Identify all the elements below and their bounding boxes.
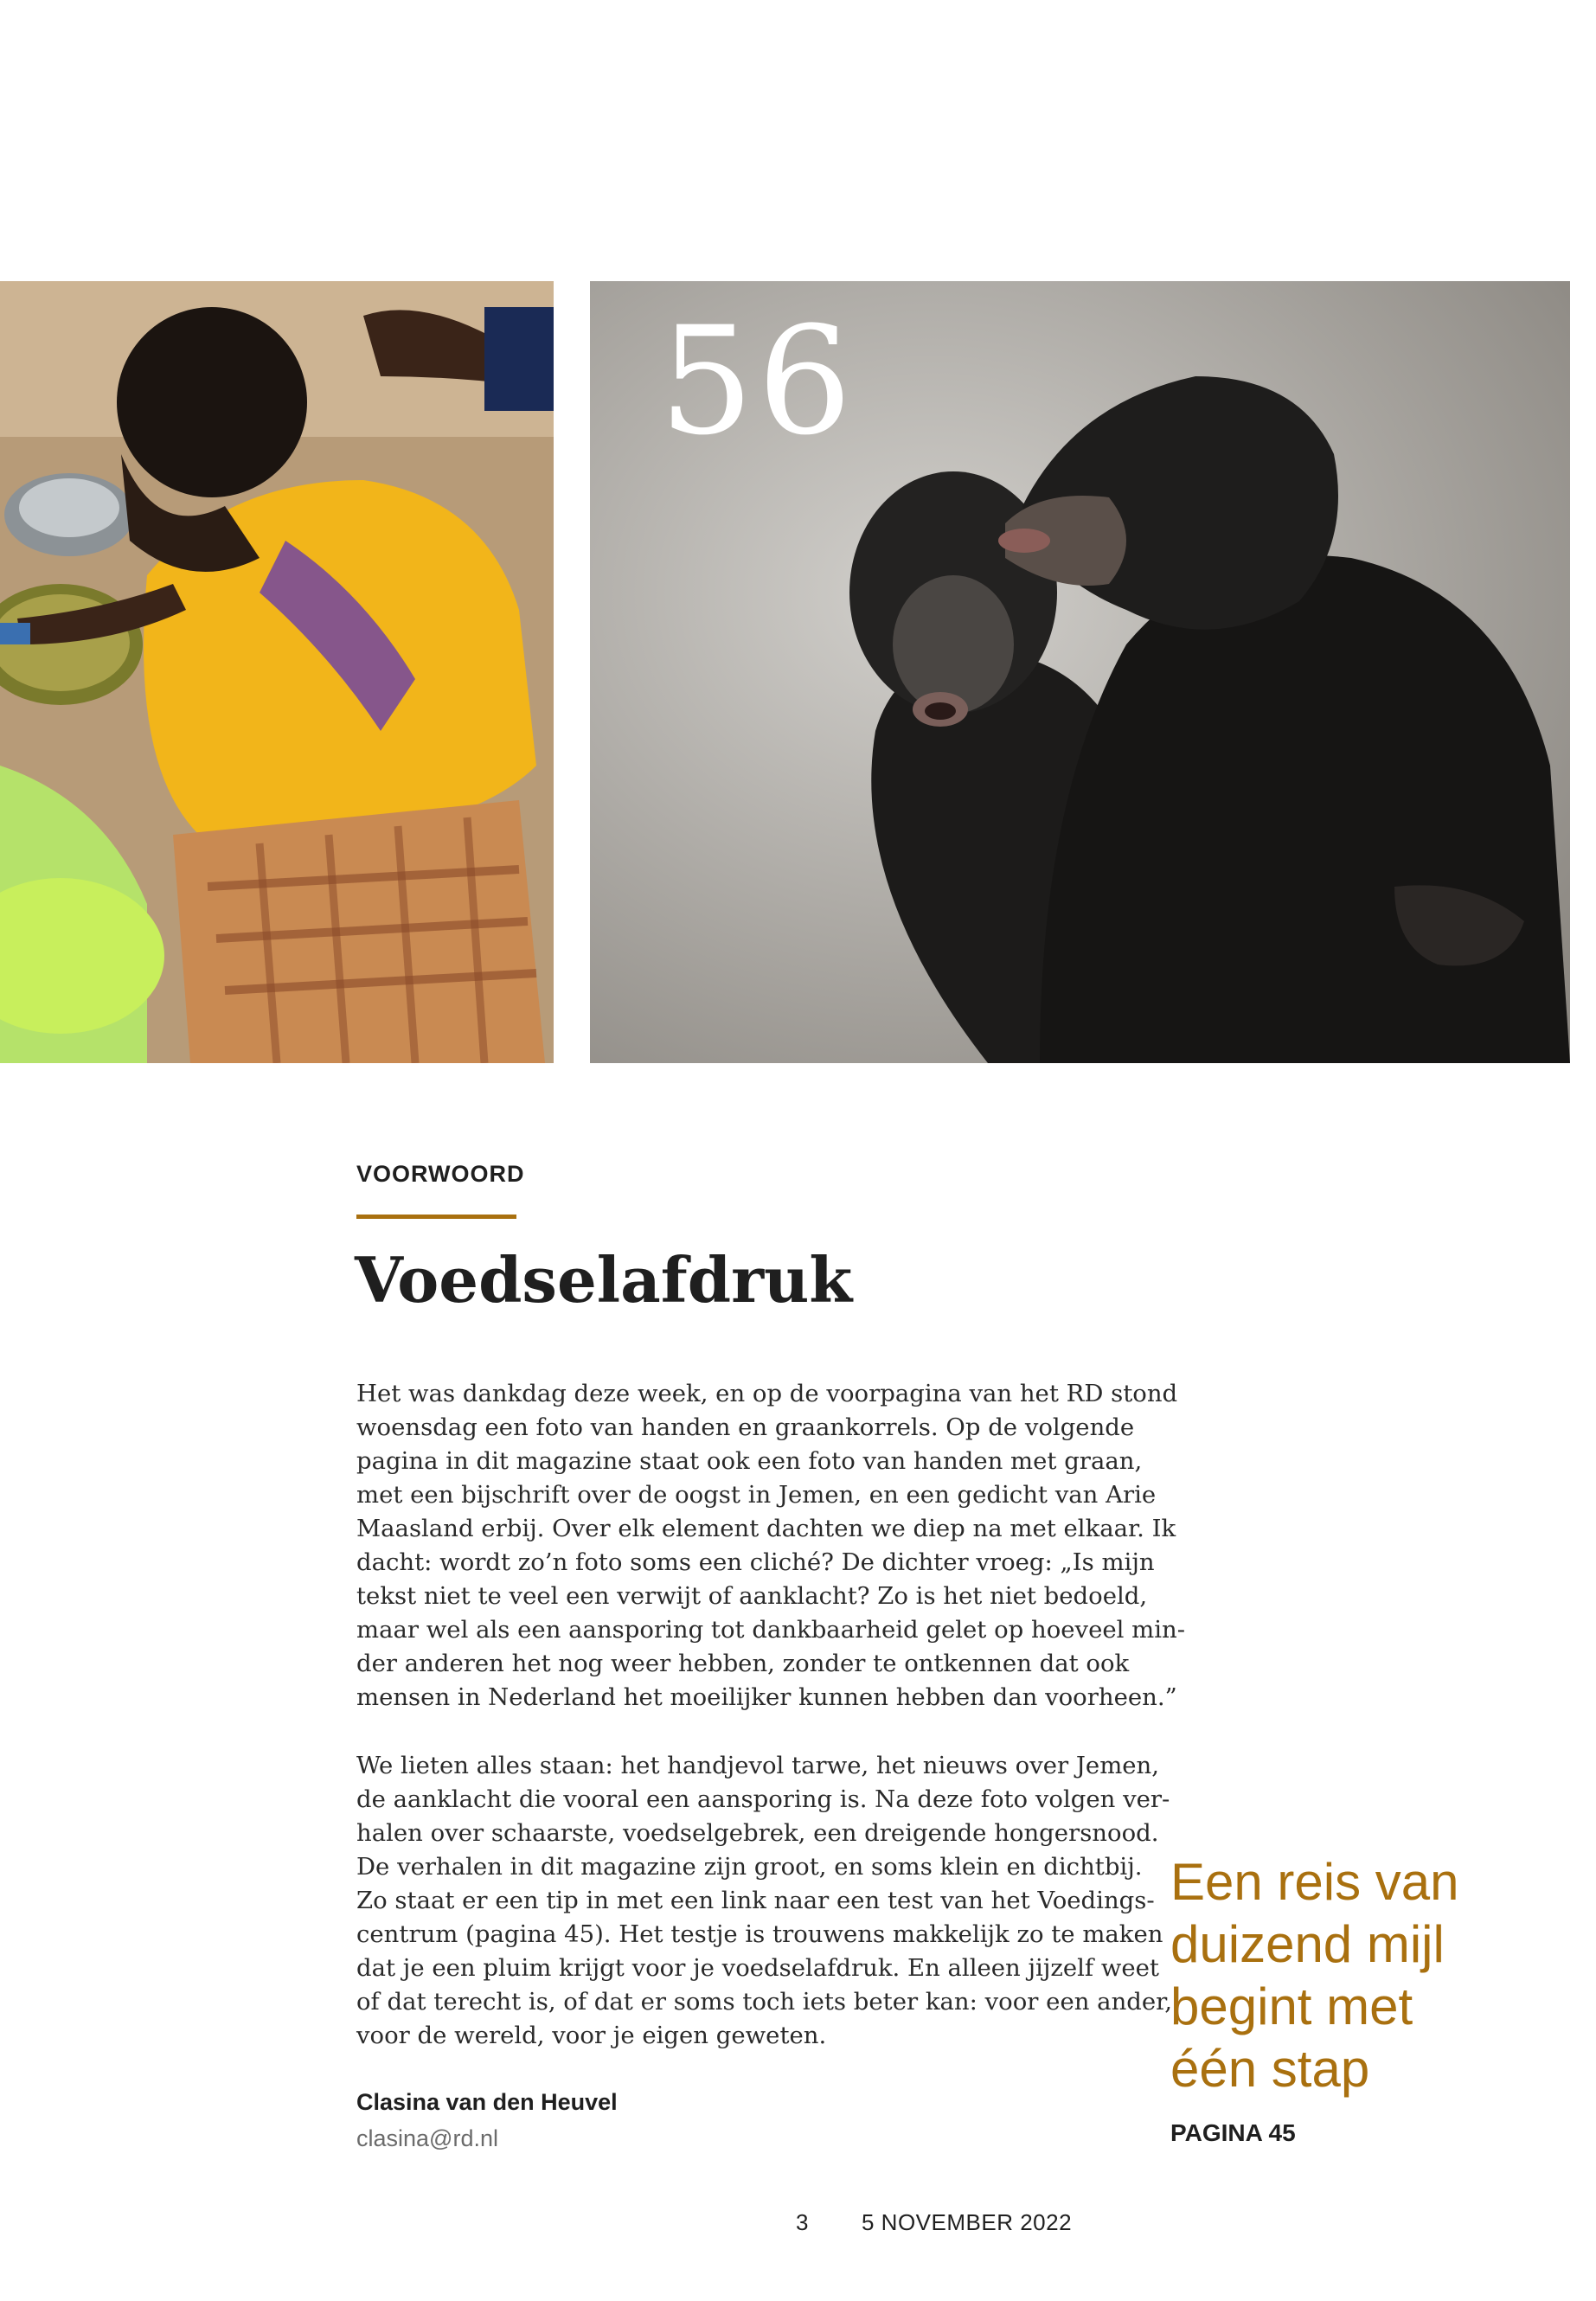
paragraph-line: centrum (pagina 45). Het testje is trouwens makkelijk zo te maken (356, 1920, 1163, 1948)
paragraph-line: pagina in dit magazine staat ook een foto van handen met graan, (356, 1447, 1143, 1475)
article-title: Voedselafdruk (355, 1243, 853, 1317)
pull-quote-line: duizend mijl (1170, 1915, 1445, 1973)
paragraph-line: met een bijschrift over de oogst in Jemen, en een gedicht van Arie (356, 1481, 1157, 1509)
pull-quote-page-reference: PAGINA 45 (1170, 2119, 1296, 2146)
photo-woman-illustration (0, 281, 554, 1063)
paragraph-line: Zo staat er een tip in met een link naar een test van het Voedings- (356, 1887, 1155, 1914)
author-name: Clasina van den Heuvel (356, 2089, 618, 2115)
paragraph-line: voor de wereld, voor je eigen geweten. (356, 2022, 827, 2049)
paragraph-line: der anderen het nog weer hebben, zonder te ontkennen dat ook (356, 1650, 1130, 1677)
paragraph-line: mensen in Nederland het moeilijker kunnen hebben dan voorheen.” (356, 1683, 1177, 1711)
pull-quote (1170, 1851, 1534, 2100)
pull-quote-line: één stap (1170, 2040, 1370, 2098)
author-email-link[interactable]: clasina@rd.nl (356, 2125, 498, 2151)
paragraph-line: De verhalen in dit magazine zijn groot, en soms klein en dichtbij. (356, 1853, 1143, 1881)
pull-quote-line: begint met (1170, 1977, 1413, 2035)
paragraph-line: maar wel als een aansporing tot dankbaarheid gelet op hoeveel min- (356, 1616, 1186, 1644)
article-paragraph-2 (356, 1749, 1173, 2053)
article-paragraph-1 (356, 1377, 1186, 1715)
issue-page-number: 56 (659, 294, 856, 468)
paragraph-line: woensdag een foto van handen en graankorrels. Op de volgende (356, 1413, 1135, 1441)
paragraph-line: We lieten alles staan: het handjevol tarwe, het nieuws over Jemen, (356, 1752, 1160, 1779)
section-label: VOORWOORD (356, 1161, 525, 1187)
footer-page-number: 3 (796, 2209, 809, 2235)
section-divider (356, 1215, 516, 1219)
photo-woman-sorting-grain (0, 281, 554, 1063)
paragraph-line: dacht: wordt zo’n foto soms een cliché? De dichter vroeg: „Is mijn (356, 1548, 1155, 1576)
pull-quote-line: Een reis van (1170, 1853, 1459, 1911)
paragraph-line: de aanklacht die vooral een aansporing is. Na deze foto volgen ver- (356, 1785, 1170, 1813)
paragraph-line: Maasland erbij. Over elk element dachten we diep na met elkaar. Ik (356, 1515, 1176, 1542)
paragraph-line: dat je een pluim krijgt voor je voedselafdruk. En alleen jijzelf weet (356, 1954, 1159, 1982)
paragraph-line: of dat terecht is, of dat er soms toch iets beter kan: voor een ander, (356, 1988, 1173, 2016)
paragraph-line: halen over schaarste, voedselgebrek, een dreigende hongersnood. (356, 1819, 1159, 1847)
paragraph-line: Het was dankdag deze week, en op de voorpagina van het RD stond (356, 1380, 1178, 1407)
footer-date: 5 NOVEMBER 2022 (862, 2209, 1073, 2235)
paragraph-line: tekst niet te veel een verwijt of aanklacht? Zo is het niet bedoeld, (356, 1582, 1148, 1610)
